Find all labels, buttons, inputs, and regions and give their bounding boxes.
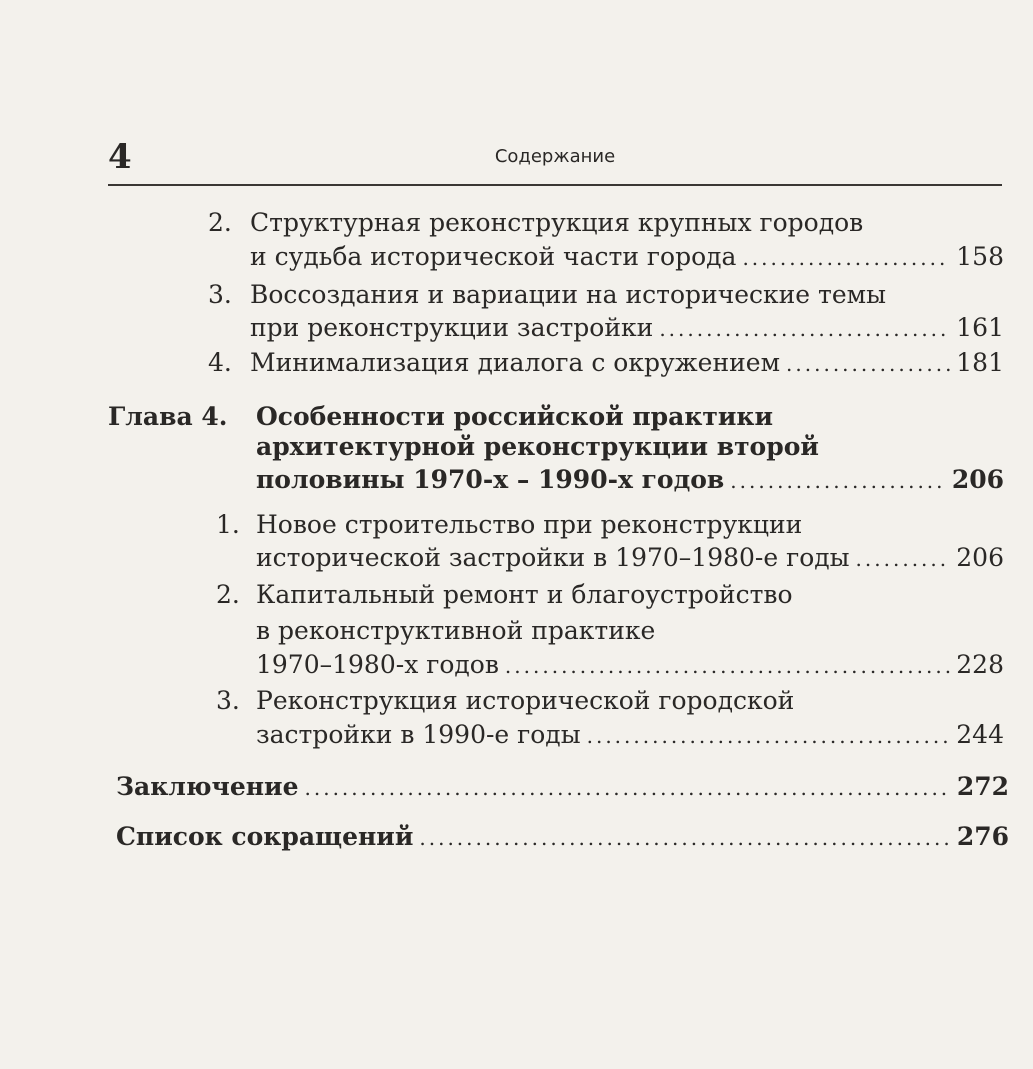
leader-dots <box>587 719 951 753</box>
toc-entry-number: 3. <box>216 686 240 715</box>
toc-page-number: 161 <box>956 313 1004 342</box>
toc-entry-title: Заключение <box>116 772 299 801</box>
toc-entry-2-line2 <box>250 240 1004 275</box>
toc-entry-title: застройки в 1990-е годы <box>256 720 581 749</box>
toc-entry-title: 1970–1980-х годов <box>256 650 499 679</box>
chapter-label: Глава 4. <box>108 402 228 431</box>
leader-dots <box>786 347 950 381</box>
leader-dots <box>659 312 950 346</box>
toc-entry-title: Список сокращений <box>116 822 414 851</box>
toc-entry-4-1-line1 <box>216 508 1004 542</box>
toc-entry-number: 2. <box>208 208 232 237</box>
toc-entry-number: 2. <box>216 580 240 609</box>
toc-entry-4-2-line2 <box>256 614 1004 648</box>
leader-dots <box>856 542 951 576</box>
toc-entry-4-3-line1 <box>216 684 1004 718</box>
chapter-title: Особенности российской практики <box>256 402 774 431</box>
toc-entry-3-line2 <box>250 311 1004 346</box>
toc-page-number: 206 <box>956 543 1004 572</box>
toc-entry-4-2-line3 <box>256 648 1004 683</box>
leader-dots <box>742 241 950 275</box>
toc-entry-2-line1 <box>208 206 1004 240</box>
leader-dots <box>505 649 950 683</box>
toc-entry-3-line1 <box>208 278 1004 312</box>
toc-entry-title: Реконструкция исторической городской <box>256 686 795 715</box>
toc-entry-title: в реконструктивной практике <box>256 616 656 645</box>
toc-page-number: 244 <box>956 720 1004 749</box>
toc-abbreviations <box>116 820 1009 855</box>
toc-entry-title: Новое строительство при реконструкции <box>256 510 803 539</box>
toc-entry-title: при реконструкции застройки <box>250 313 654 342</box>
toc-chapter-4-line1 <box>108 400 1004 434</box>
toc-entry-4-2-line1 <box>216 578 1004 612</box>
toc-entry-4-3-line2 <box>256 718 1004 753</box>
page-number: 4 <box>108 137 132 177</box>
leader-dots <box>419 821 950 855</box>
toc-entry-title: и судьба исторической части города <box>250 242 737 271</box>
toc-page-number: 276 <box>956 822 1009 851</box>
toc-entry-4-1-line2 <box>256 541 1004 576</box>
toc-entry-title: Капитальный ремонт и благоустройство <box>256 580 793 609</box>
chapter-title: половины 1970-х – 1990-х годов <box>256 465 725 494</box>
toc-entry-title: исторической застройки в 1970–1980-е годы <box>256 543 850 572</box>
toc-entry-title: Структурная реконструкция крупных городов <box>250 208 864 237</box>
page-header <box>108 138 1002 186</box>
toc-entry-4 <box>208 346 1004 381</box>
toc-page-number: 181 <box>956 348 1004 377</box>
running-title: Содержание <box>494 146 616 167</box>
toc-entry-title: Минимализация диалога с окружением <box>250 348 781 377</box>
toc-entry-title: Воссоздания и вариации на исторические темы <box>250 280 887 309</box>
toc-chapter-4-line3 <box>256 463 1004 498</box>
toc-conclusion <box>116 770 1009 805</box>
leader-dots <box>730 464 946 498</box>
toc-page-number: 158 <box>956 242 1004 271</box>
toc-entry-number: 3. <box>208 280 232 309</box>
toc-page-number: 228 <box>956 650 1004 679</box>
chapter-title: архитектурной реконструкции второй <box>256 432 819 461</box>
toc-chapter-4-line2 <box>256 430 1004 464</box>
toc-entry-number: 4. <box>208 348 232 377</box>
toc-page-number: 206 <box>951 465 1004 494</box>
leader-dots <box>305 771 951 805</box>
toc-page-number: 272 <box>956 772 1009 801</box>
toc-entry-number: 1. <box>216 510 240 539</box>
